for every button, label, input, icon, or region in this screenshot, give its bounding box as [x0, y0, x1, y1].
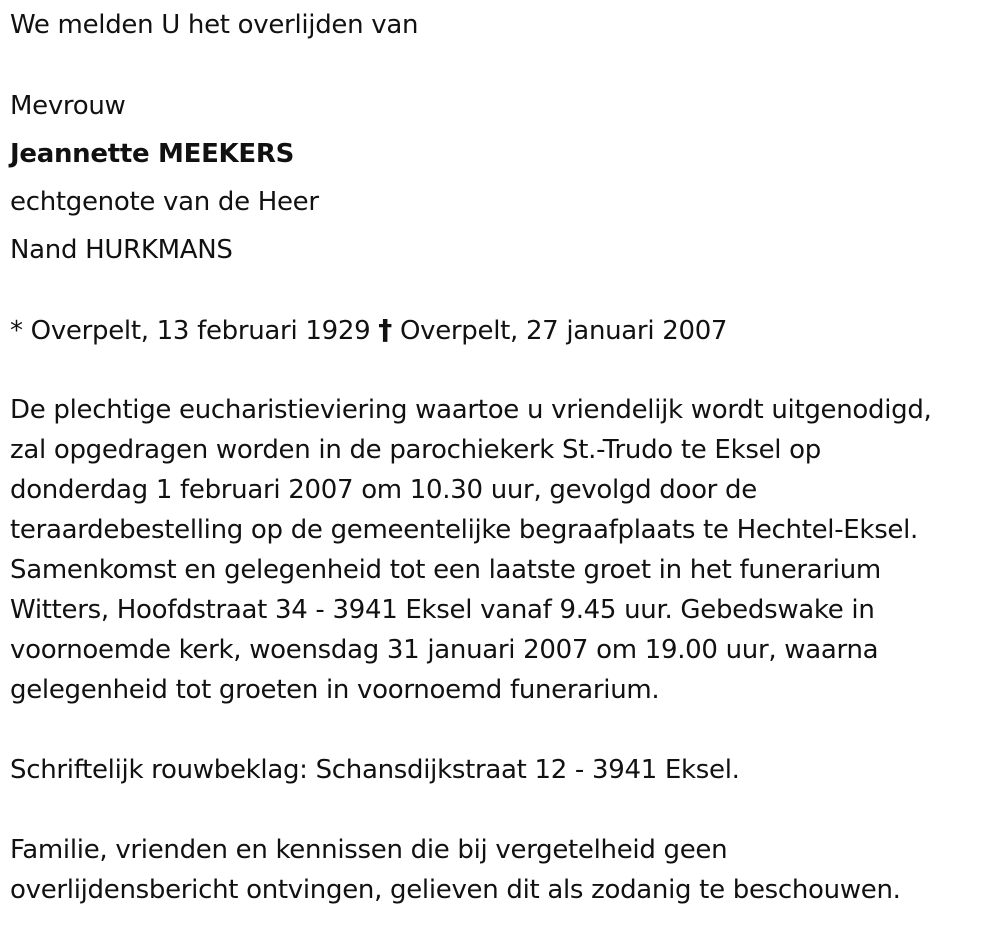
ceremony-line: gelegenheid tot groeten in voornoemd funerarium.	[10, 675, 660, 705]
salutation: Mevrouw	[10, 91, 126, 121]
relation-text: echtgenote van de Heer	[10, 187, 319, 217]
deceased-name: Jeannette MEEKERS	[10, 139, 294, 169]
closing-line: Familie, vrienden en kennissen die bij vergetelheid geen	[10, 835, 728, 865]
condolence-address: Schriftelijk rouwbeklag: Schansdijkstraat 12 - 3941 Eksel.	[10, 755, 740, 785]
dates-line	[10, 315, 727, 346]
birth-mark: *	[10, 316, 23, 346]
death-date: Overpelt, 27 januari 2007	[399, 316, 728, 346]
ceremony-line: voornoemde kerk, woensdag 31 januari 2007 om 19.00 uur, waarna	[10, 635, 879, 665]
birth-date: Overpelt, 13 februari 1929	[30, 316, 371, 346]
closing-line: overlijdensbericht ontvingen, gelieven dit als zodanig te beschouwen.	[10, 875, 901, 905]
ceremony-line: teraardebestelling op de gemeentelijke begraafplaats te Hechtel-Eksel.	[10, 515, 919, 545]
spouse-name: Nand HURKMANS	[10, 235, 233, 265]
intro-text: We melden U het overlijden van	[10, 10, 419, 40]
ceremony-line: De plechtige eucharistieviering waartoe u vriendelijk wordt uitgenodigd,	[10, 395, 932, 425]
ceremony-paragraph	[10, 390, 995, 710]
ceremony-line: zal opgedragen worden in de parochiekerk St.-Trudo te Eksel op	[10, 435, 821, 465]
ceremony-line: donderdag 1 februari 2007 om 10.30 uur, gevolgd door de	[10, 475, 757, 505]
cross-icon: †	[378, 313, 392, 346]
ceremony-line: Witters, Hoofdstraat 34 - 3941 Eksel vanaf 9.45 uur. Gebedswake in	[10, 595, 875, 625]
ceremony-line: Samenkomst en gelegenheid tot een laatste groet in het funerarium	[10, 555, 881, 585]
closing-paragraph	[10, 830, 995, 910]
